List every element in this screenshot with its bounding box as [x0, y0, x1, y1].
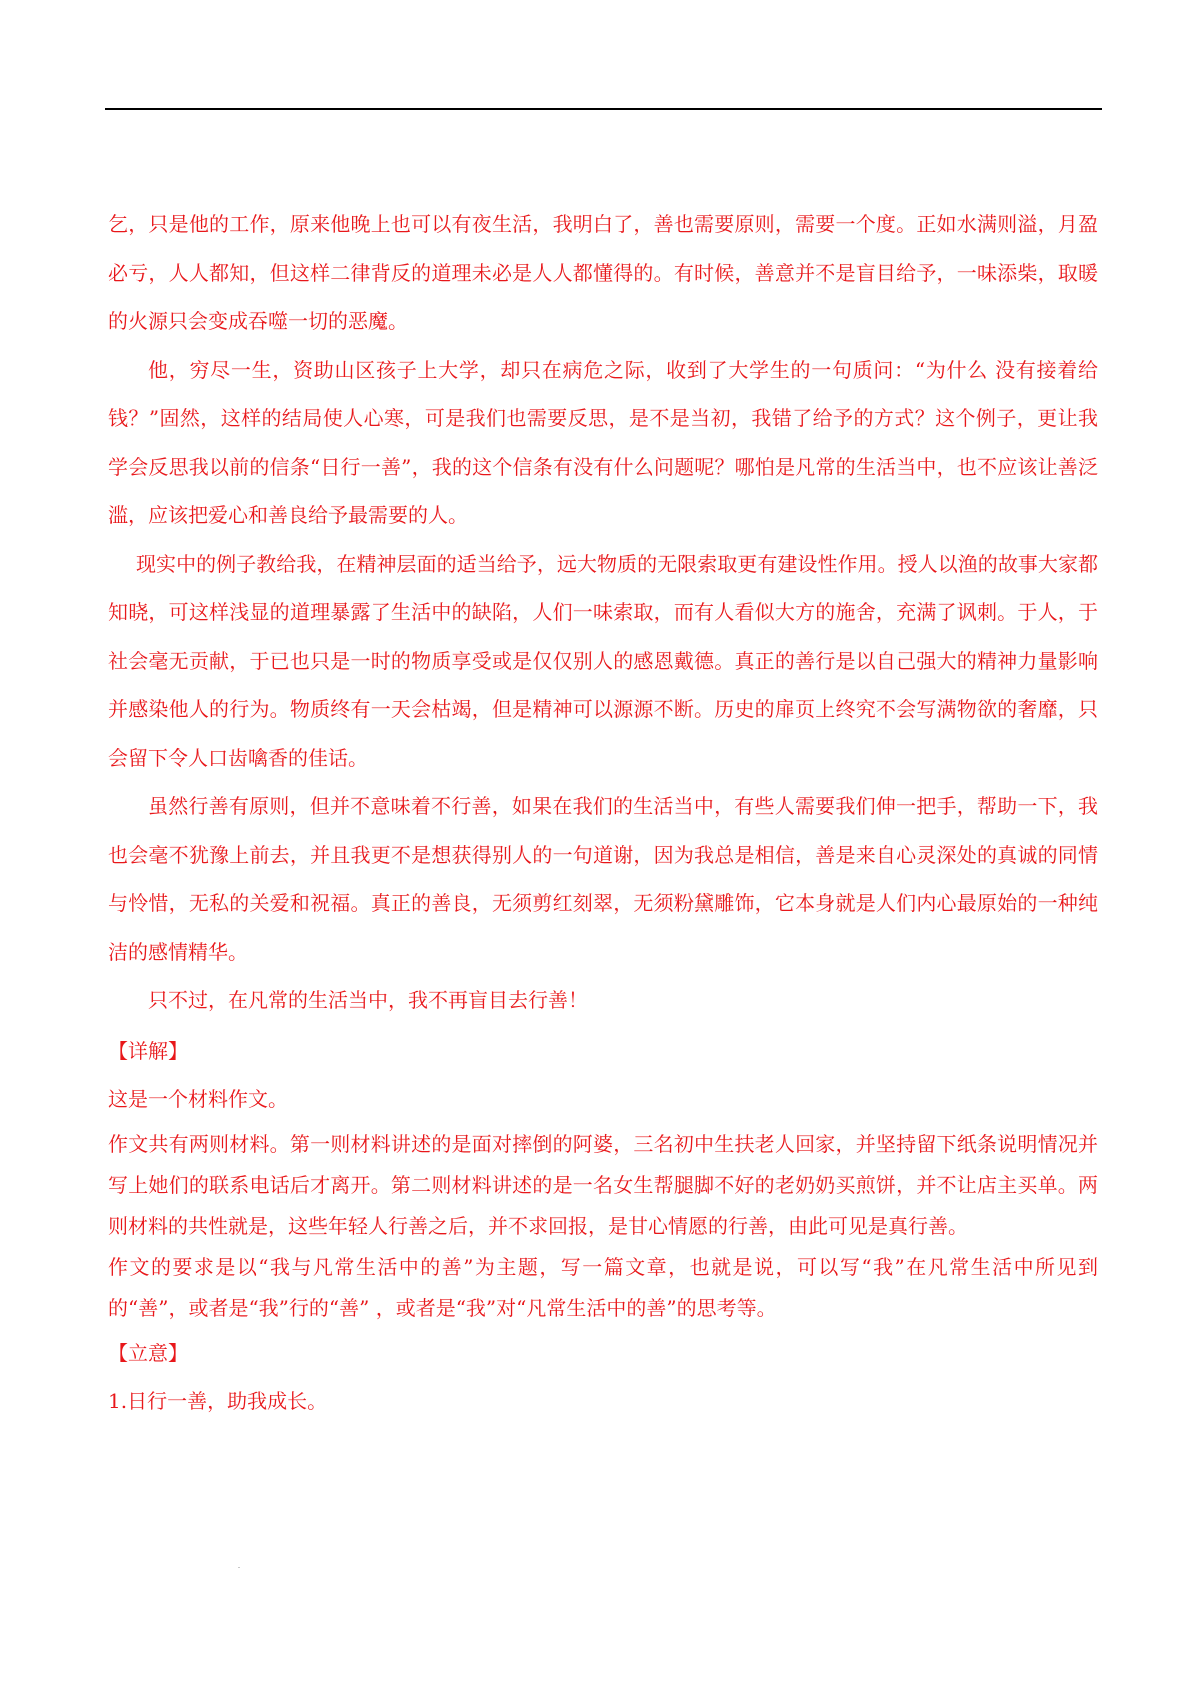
explanation-heading: 【详解】: [108, 1038, 188, 1063]
document-body: [108, 200, 1098, 1426]
header-rule: [105, 108, 1102, 110]
essay-paragraph-4: 虽然行善有原则，但并不意味着不行善，如果在我们的生活当中，有些人需要我们伸一把手，帮助一下，我也会毫不犹豫上前去，并且我更不是想获得别人的一句道谢，因为我总是相信，善是来自心灵深处的真诚的同情与怜惜，无私的关爱和祝福。真正的善良，无须剪红刻翠，无须粉黛雕饰，它本身就是人们内心最原始的一种纯洁的感情精华。: [108, 794, 1098, 964]
essay-paragraph-5: 只不过，在凡常的生活当中，我不再盲目去行善！: [148, 988, 588, 1012]
explanation-paragraph-2: 作文共有两则材料。第一则材料讲述的是面对摔倒的阿婆，三名初中生扶老人回家，并坚持留下纸条说明情况并写上她们的联系电话后才离开。第二则材料讲述的是一名女生帮腿脚不好的老奶奶买煎饼，并不让店主买单。两则材料的共性就是，这些年轻人行善之后，并不求回报，是甘心情愿的行善，由此可见是真行善。: [108, 1131, 1098, 1238]
essay-paragraph-2: 他，穷尽一生，资助山区孩子上大学，却只在病危之际，收到了大学生的一句质问：“为什么 没有接着给钱？”固然，这样的结局使人心寒，可是我们也需要反思，是不是当初，我错了给予的方式？这个例子，更让我学会反思我以前的信条“日行一善”，我的这个信条有没有什么问题呢？哪怕是凡常的生活当中，也不应该让善泛滥，应该把爱心和善良给予最需要的人。: [108, 357, 1098, 527]
intent-heading: 【立意】: [108, 1340, 188, 1365]
scan-dot: [238, 1567, 240, 1568]
explanation-paragraph-1: 这是一个材料作文。: [108, 1087, 288, 1111]
intent-item-1: 1.日行一善，助我成长。: [108, 1389, 328, 1413]
explanation-paragraph-3: 作文的要求是以“我与凡常生活中的善”为主题，写一篇文章，也就是说，可以写“我”在凡常生活中所见到的“善”，或者是“我”行的“善” ，或者是“我”对“凡常生活中的善”的思考等。: [108, 1254, 1098, 1320]
essay-paragraph-1: 乞，只是他的工作，原来他晚上也可以有夜生活，我明白了，善也需要原则，需要一个度。正如水满则溢，月盈必亏，人人都知，但这样二律背反的道理未必是人人都懂得的。有时候，善意并不是盲目给予，一味添柴，取暖的火源只会变成吞噬一切的恶魔。: [108, 212, 1098, 333]
essay-paragraph-3: 现实中的例子教给我，在精神层面的适当给予，远大物质的无限索取更有建设性作用。授人以渔的故事大家都知晓，可这样浅显的道理暴露了生活中的缺陷，人们一味索取，而有人看似大方的施舍，充满了讽刺。于人，于社会毫无贡献，于已也只是一时的物质享受或是仅仅别人的感恩戴德。真正的善行是以自己强大的精神力量影响并感染他人的行为。物质终有一天会枯竭，但是精神可以源源不断。历史的扉页上终究不会写满物欲的奢靡，只会留下令人口齿噙香的佳话。: [108, 551, 1098, 770]
